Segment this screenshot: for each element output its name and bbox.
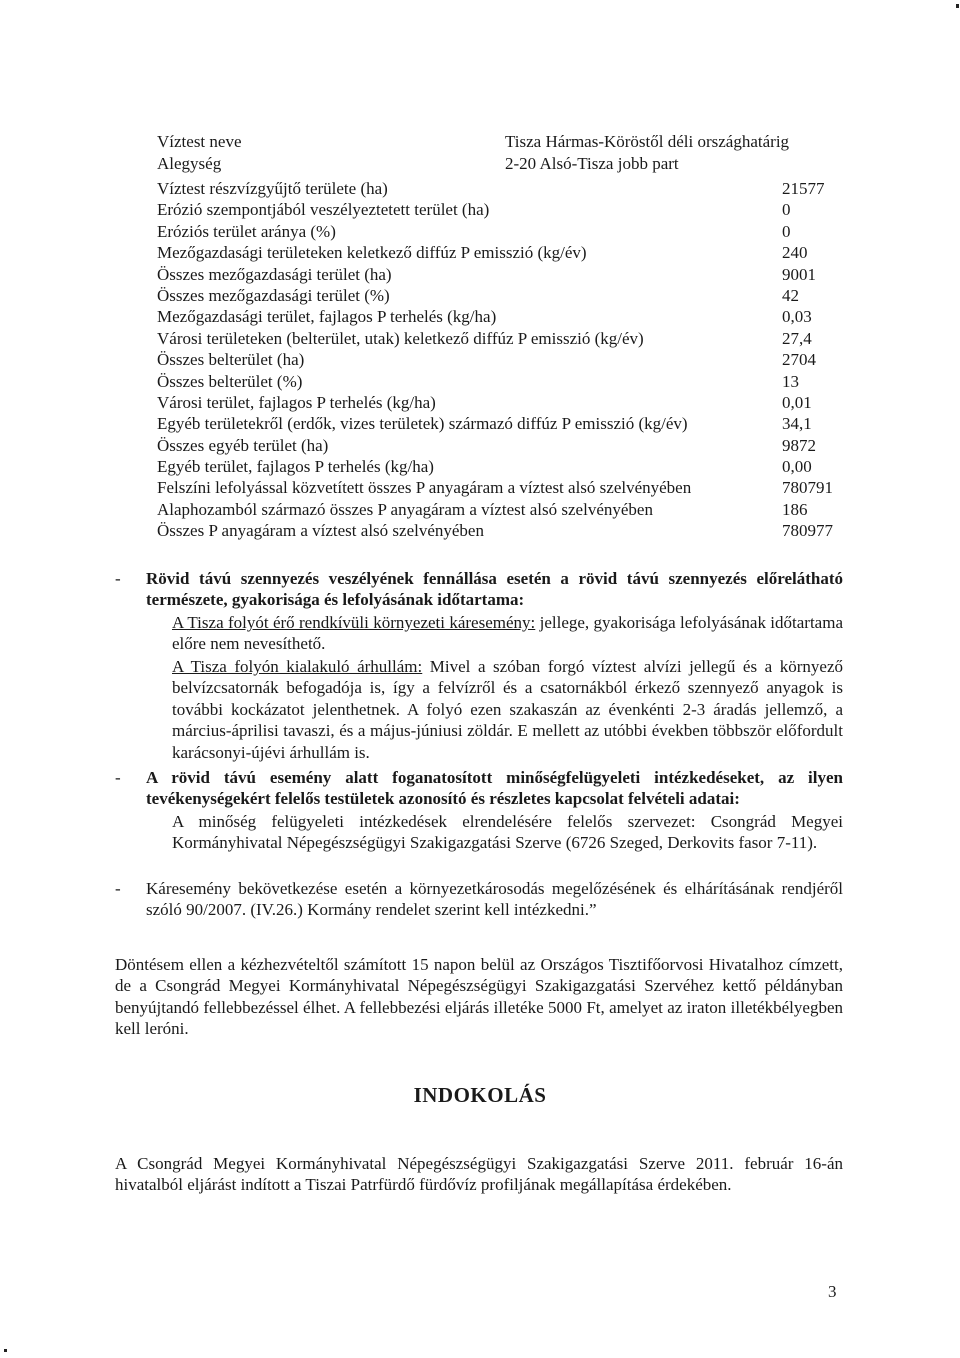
table-row [157, 456, 857, 477]
row-label: Összes mezőgazdasági terület (%) [157, 285, 390, 305]
section-heading: INDOKOLÁS [413, 1083, 547, 1107]
row-label: Városi területeken (belterület, utak) keletkező diffúz P emisszió (kg/év) [157, 328, 644, 348]
table-row [157, 499, 857, 520]
row-label: Felszíni lefolyással közvetített összes P anyagáram a víztest alsó szelvényében [157, 478, 692, 498]
paragraph-text: Mivel a szóban forgó víztest alvízi jellegű és a környező belvízcsatornák befogadója is, így a felvízről és a csatornákból érkező szennyező anyagok is további kockázatot jelenthetnek. A folyó ezen szakaszán az évenkénti 2-3 áradás jellemző, a március-áprilisi tavaszi, és a május-júniusi zöldár. E mellett az utóbbi években többször előfordult karácsonyi-újévi árhullám is. [172, 657, 843, 762]
page-number: 3 [828, 1282, 837, 1301]
row-label: Összes mezőgazdasági terület (ha) [157, 264, 392, 284]
table-row [157, 264, 857, 285]
row-value: 240 [782, 243, 808, 263]
row-label: Egyéb terület, fajlagos P terhelés (kg/ha) [157, 457, 434, 477]
appeal-paragraph: Döntésem ellen a kézhezvételtől számított 15 napon belül az Országos Tisztifőorvosi Hivatalhoz címzett, de a Csongrád Megyei Kormányhivatal Népegészségügyi Szakigazgatási Szervéhez kettő példányban benyújtandó fellebbezéssel élhet. A fellebbezési eljárás illetéke 5000 Ft, amelyet az iraton illetékbélyegben kell leróni. [115, 955, 843, 1039]
underlined-lead: A Tisza folyón kialakuló árhullám: [172, 657, 423, 676]
row-label: Összes belterület (ha) [157, 350, 305, 370]
row-value: 0,00 [782, 457, 812, 477]
phosphorus-stats-table [157, 178, 857, 542]
header-value: Tisza Hármas-Köröstől déli országhatárig [505, 132, 790, 151]
row-label: Egyéb területekről (erdők, vizes területek) származó diffúz P emisszió (kg/év) [157, 414, 688, 434]
row-label: Erózió szempontjából veszélyeztetett terület (ha) [157, 200, 490, 220]
header-label: Víztest neve [157, 132, 242, 151]
row-label: Alaphozamból származó összes P anyagáram a víztest alsó szelvényében [157, 499, 653, 519]
row-value: 21577 [782, 179, 825, 198]
header-row-subunit [157, 153, 837, 175]
row-value: 9001 [782, 264, 816, 284]
table-row [157, 392, 857, 413]
table-row [157, 349, 857, 370]
row-value: 0,01 [782, 392, 812, 412]
row-value: 780791 [782, 478, 833, 498]
row-value: 0 [782, 200, 791, 220]
header-value: 2-20 Alsó-Tisza jobb part [505, 154, 679, 173]
reasoning-paragraph: A Csongrád Megyei Kormányhivatal Népegészségügyi Szakigazgatási Szerve 2011. február 16-án hivatalból eljárást indított a Tiszai Patrfürdő fürdővíz profiljának megállapítása érdekében. [115, 1154, 843, 1195]
table-row [157, 221, 857, 242]
row-value: 27,4 [782, 328, 812, 348]
bullet-title: A rövid távú esemény alatt foganatosított minőségfelügyeleti intézkedéseket, az ilyen tevékenységekért felelős testületek azonosító és részletes kapcsolat felvételi adatai: [146, 768, 843, 809]
bullet-title: Rövid távú szennyezés veszélyének fennállása esetén a rövid távú szennyezés előrelátható természete, gyakorisága és lefolyásának időtartama: [146, 569, 843, 610]
bullet-short-term-pollution [115, 568, 843, 612]
table-row [157, 477, 857, 498]
paragraph-responsible-organisation [172, 811, 843, 854]
row-label: Összes belterület (%) [157, 371, 303, 391]
paragraph-flood-wave [172, 656, 843, 763]
bullet-text: Káresemény bekövetkezése esetén a környezetkárosodás megelőzésének és elhárításának rendjéről szóló 90/2007. (IV.26.) Kormány rendelet szerint kell intézkedni.” [146, 879, 843, 920]
row-value: 42 [782, 285, 799, 305]
paragraph-text: A minőség felügyeleti intézkedések elrendelésére felelős szervezet: Csongrád Megyei Kormányhivatal Népegészségügyi Szakigazgatási Szerve (6726 Szeged, Derkovits fasor 7-11). [172, 812, 843, 853]
row-label: Mezőgazdasági terület, fajlagos P terhelés (kg/ha) [157, 307, 497, 327]
bullet-dash: - [115, 768, 121, 787]
bullet-dash: - [115, 879, 121, 898]
row-value: 2704 [782, 350, 816, 370]
table-row [157, 242, 857, 263]
row-label: Eróziós terület aránya (%) [157, 221, 336, 241]
row-value: 9872 [782, 435, 816, 455]
row-label: Víztest részvízgyűjtő területe (ha) [157, 179, 388, 198]
row-label: Összes egyéb terület (ha) [157, 435, 329, 455]
table-row [157, 371, 857, 392]
table-row [157, 413, 857, 434]
table-row [157, 328, 857, 349]
row-value: 0,03 [782, 307, 812, 327]
bullet-damage-event [115, 878, 843, 922]
table-row [157, 435, 857, 456]
row-label: Városi terület, fajlagos P terhelés (kg/ha) [157, 392, 436, 412]
row-label: Mezőgazdasági területeken keletkező diffúz P emisszió (kg/év) [157, 243, 587, 263]
row-value: 34,1 [782, 414, 812, 434]
paragraph-extraordinary-event [172, 612, 843, 655]
row-value: 186 [782, 499, 808, 519]
table-row [157, 306, 857, 327]
table-row [157, 520, 857, 541]
row-label: Összes P anyagáram a víztest alsó szelvényében [157, 521, 484, 541]
bullet-quality-measures [115, 767, 843, 811]
row-value: 780977 [782, 521, 833, 541]
paragraph-text: jellege, gyakorisága lefolyásának időtartama előre nem nevesíthető. [172, 613, 843, 654]
table-row [157, 199, 857, 220]
scan-speck [956, 4, 959, 8]
underlined-lead: A Tisza folyót érő rendkívüli környezeti káresemény: [172, 613, 536, 632]
row-value: 13 [782, 371, 799, 391]
scan-speck [4, 1349, 7, 1352]
row-value: 0 [782, 221, 791, 241]
table-row [157, 285, 857, 306]
header-label: Alegység [157, 154, 222, 173]
bullet-dash: - [115, 569, 121, 588]
table-row [157, 178, 857, 199]
header-row-water-body-name [157, 131, 837, 153]
